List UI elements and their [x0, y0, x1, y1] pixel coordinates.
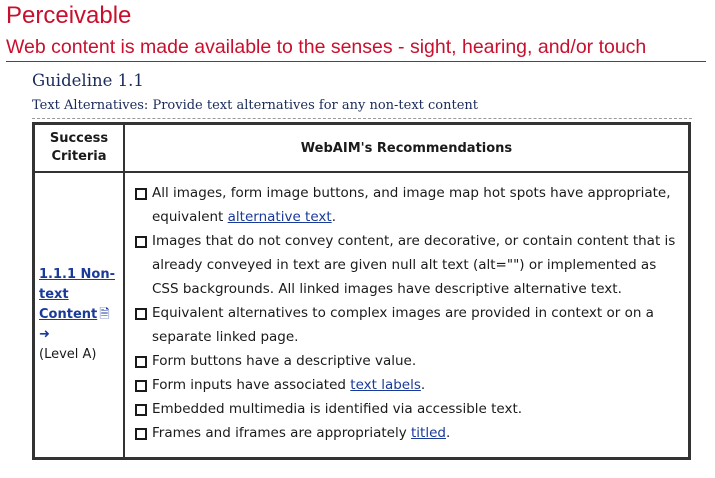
criterion-cell	[34, 172, 125, 459]
table-row	[34, 172, 690, 459]
rec-text: Form buttons have a descriptive value.	[152, 353, 417, 369]
guideline-description: Text Alternatives: Provide text alternatives for any non-text content	[32, 97, 692, 119]
list-item	[135, 349, 678, 373]
checkbox-icon	[135, 404, 147, 416]
checkbox-icon	[135, 356, 147, 368]
checkbox-icon	[135, 188, 147, 200]
checkbox-icon	[135, 236, 147, 248]
rec-text: Equivalent alternatives to complex images are provided in context or on a separate linked page.	[152, 305, 654, 345]
rec-text: .	[420, 377, 426, 393]
rec-text: .	[331, 209, 336, 225]
page-heading: Perceivable	[6, 2, 132, 29]
list-item	[135, 421, 678, 445]
rec-text: Form inputs have associated	[152, 377, 351, 393]
list-item	[135, 397, 678, 421]
criterion-level: (Level A)	[39, 347, 97, 362]
checkbox-icon	[135, 380, 147, 392]
checkbox-icon	[135, 428, 147, 440]
table-header-row	[34, 124, 690, 173]
checkbox-icon	[135, 308, 147, 320]
guideline-title: Guideline 1.1	[32, 71, 144, 90]
success-criteria-table	[32, 122, 691, 460]
recommendations-list	[135, 181, 678, 445]
alternative-text-link[interactable]: alternative text	[227, 209, 332, 225]
rec-text: Embedded multimedia is identified via accessible text.	[152, 401, 523, 417]
success-criteria-header: Success Criteria	[34, 124, 125, 173]
list-item	[135, 181, 678, 229]
page-subheading: Web content is made available to the senses - sight, hearing, and/or touch	[6, 35, 706, 62]
rec-text: .	[445, 425, 451, 441]
recommendations-header: WebAIM's Recommendations	[124, 124, 690, 173]
list-item	[135, 373, 678, 397]
list-item	[135, 229, 678, 301]
rec-text: Frames and iframes are appropriately	[152, 425, 412, 441]
criterion-link[interactable]: 1.1.1 Non-text Content	[39, 267, 116, 322]
rec-text: All images, form image buttons, and image map hot spots have appropriate, equivalent	[152, 185, 671, 225]
rec-text: Images that do not convey content, are decorative, or contain content that is already conveyed in text are given null alt text (alt="") or implemented as CSS backgrounds. All linked images have descriptive alternative text.	[152, 233, 676, 297]
titled-link[interactable]: titled	[411, 425, 446, 441]
text-labels-link[interactable]: text labels	[350, 377, 421, 393]
recommendations-cell	[124, 172, 690, 459]
document-link-icon[interactable]: 🗎➜	[39, 307, 110, 342]
list-item	[135, 301, 678, 349]
